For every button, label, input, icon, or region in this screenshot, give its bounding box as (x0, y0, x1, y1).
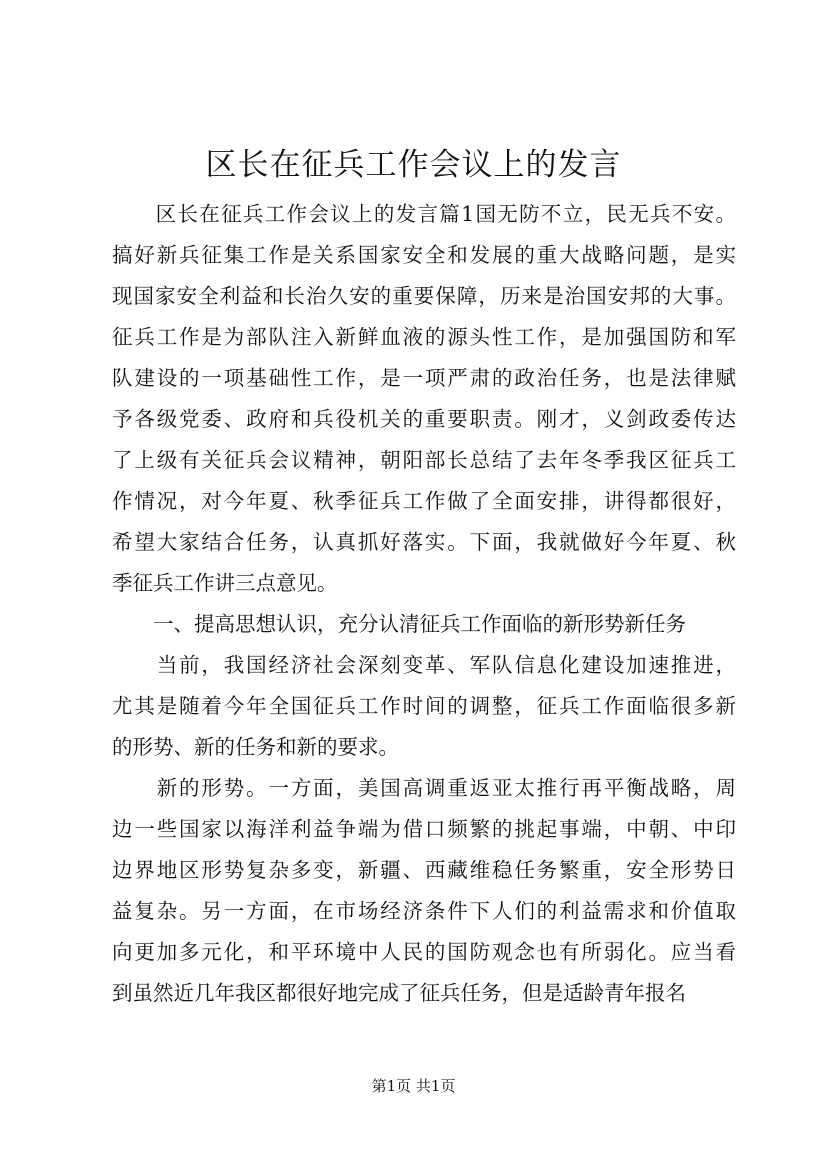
paragraph-line: 现国家安全利益和长治久安的重要保障，历来是治国安邦的大事。 (112, 284, 736, 308)
paragraph-line: 队建设的一项基础性工作，是一项严肃的政治任务，也是法律赋 (112, 366, 736, 390)
page-footer: 第1页 共1页 (371, 1077, 456, 1095)
paragraph-line: 边一些国家以海洋利益争端为借口频繁的挑起事端，中朝、中印 (112, 817, 736, 841)
paragraph-line: 希望大家结合任务，认真抓好落实。下面，我就做好今年夏、秋 (112, 530, 736, 554)
paragraph-line: 一、提高思想认识，充分认清征兵工作面临的新形势新任务 (112, 612, 686, 636)
paragraph-line: 当前，我国经济社会深刻变革、军队信息化建设加速推进， (112, 653, 736, 677)
paragraph-line: 征兵工作是为部队注入新鲜血液的源头性工作，是加强国防和军 (112, 325, 736, 349)
paragraph-line: 予各级党委、政府和兵役机关的重要职责。刚才，义剑政委传达 (112, 407, 736, 431)
paragraph-line: 的形势、新的任务和新的要求。 (112, 735, 399, 759)
paragraph-line: 作情况，对今年夏、秋季征兵工作做了全面安排，讲得都很好， (112, 489, 736, 513)
paragraph-line: 区长在征兵工作会议上的发言篇1国无防不立，民无兵不安。 (112, 202, 736, 226)
paragraph-line: 季征兵工作讲三点意见。 (112, 571, 338, 595)
document-body (112, 194, 736, 1014)
paragraph-line: 边界地区形势复杂多变，新疆、西藏维稳任务繁重，安全形势日 (112, 858, 736, 882)
paragraph-line: 搞好新兵征集工作是关系国家安全和发展的重大战略问题，是实 (112, 243, 736, 267)
paragraph-line: 向更加多元化，和平环境中人民的国防观念也有所弱化。应当看 (112, 940, 736, 964)
paragraph-line: 了上级有关征兵会议精神，朝阳部长总结了去年冬季我区征兵工 (112, 448, 736, 472)
document-title: 区长在征兵工作会议上的发言 (205, 147, 622, 183)
paragraph-line: 尤其是随着今年全国征兵工作时间的调整，征兵工作面临很多新 (112, 694, 736, 718)
paragraph-line: 到虽然近几年我区都很好地完成了征兵任务，但是适龄青年报名 (112, 981, 686, 1005)
paragraph-line: 新的形势。一方面，美国高调重返亚太推行再平衡战略，周 (112, 776, 736, 800)
paragraph-line: 益复杂。另一方面，在市场经济条件下人们的利益需求和价值取 (112, 899, 736, 923)
